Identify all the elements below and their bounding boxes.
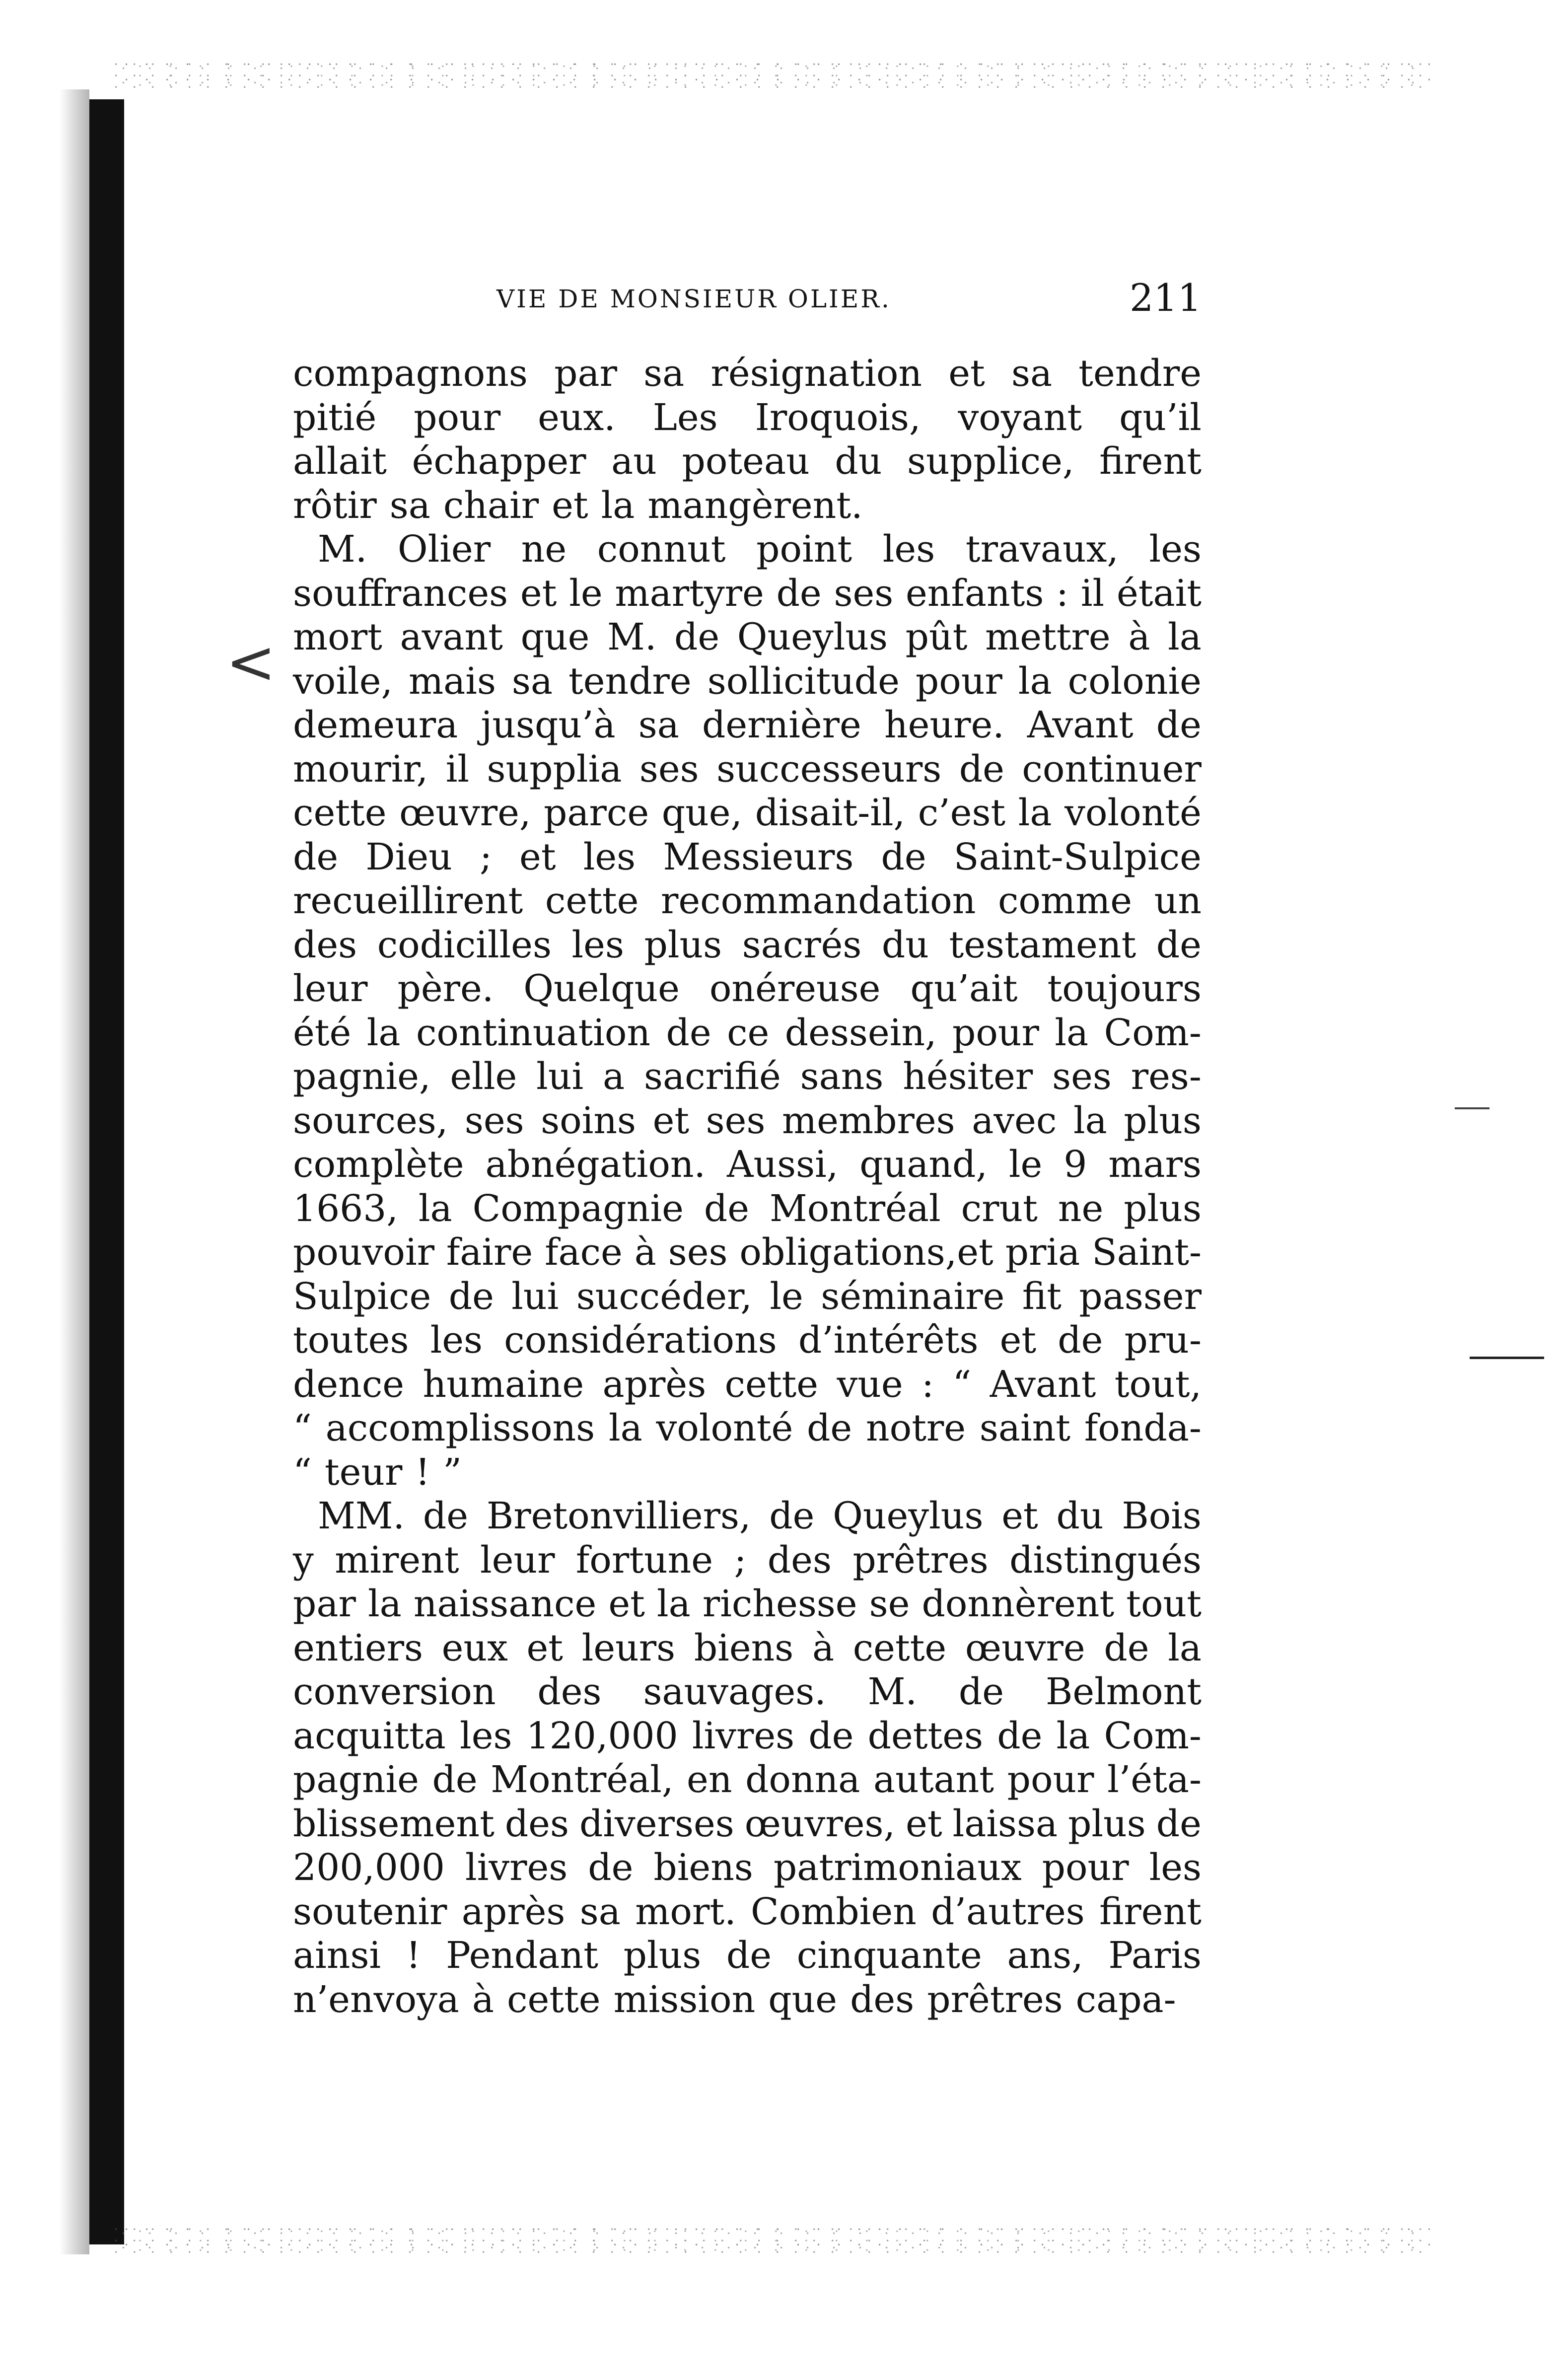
margin-bracket-mark: < [226, 628, 276, 697]
text-line: M. Olier ne connut point les travaux, les [318, 528, 1202, 571]
text-line: des codicilles les plus sacrés du testament de [293, 923, 1202, 966]
text-line: y mirent leur fortune ; des prêtres distingués [293, 1538, 1202, 1582]
text-line: leur père. Quelque onéreuse qu’ait toujours [293, 967, 1202, 1010]
text-line: pitié pour eux. Les Iroquois, voyant qu’il [293, 396, 1202, 439]
text-line: n’envoya à cette mission que des prêtres capa- [293, 1978, 1176, 2021]
text-line: entiers eux et leurs biens à cette œuvre de la [293, 1626, 1202, 1669]
running-title: VIE DE MONSIEUR OLIER. [496, 285, 891, 313]
text-line: 1663, la Compagnie de Montréal crut ne plus [293, 1187, 1202, 1230]
text-line: sources, ses soins et ses membres avec la plus [293, 1099, 1202, 1142]
text-line: compagnons par sa résignation et sa tendre [293, 352, 1202, 395]
text-line: conversion des sauvages. M. de Belmont [293, 1670, 1202, 1713]
page-header [496, 276, 1202, 330]
text-line: blissement des diverses œuvres, et laissa plus de [293, 1802, 1202, 1845]
scan-noise-top [114, 60, 1430, 89]
text-line: acquitta les 120,000 livres de dettes de la Com- [293, 1714, 1202, 1757]
text-line: voile, mais sa tendre sollicitude pour la colonie [293, 659, 1202, 703]
text-line: été la continuation de ce dessein, pour la Com- [293, 1011, 1202, 1054]
body-text [293, 352, 1202, 2021]
text-line: ainsi ! Pendant plus de cinquante ans, Paris [293, 1934, 1202, 1977]
text-line: de Dieu ; et les Messieurs de Saint-Sulpice [293, 835, 1202, 878]
text-line: 200,000 livres de biens patrimoniaux pour les [293, 1846, 1202, 1889]
text-line: toutes les considérations d’intérêts et de pru- [293, 1319, 1202, 1362]
text-line: “ accomplissons la volonté de notre saint fonda- [293, 1407, 1202, 1449]
text-line: cette œuvre, parce que, disait-il, c’est la volonté [293, 792, 1202, 834]
binding-shadow [89, 99, 124, 2244]
text-line: pagnie de Montréal, en donna autant pour l’éta- [293, 1758, 1202, 1801]
text-line: soutenir après sa mort. Combien d’autres firent [293, 1890, 1202, 1933]
text-line: dence humaine après cette vue : “ Avant tout, [293, 1363, 1202, 1406]
text-line: recueillirent cette recommandation comme un [293, 879, 1202, 922]
margin-rule-mark [1470, 1357, 1544, 1359]
text-line: demeura jusqu’à sa dernière heure. Avant de [293, 704, 1202, 746]
text-line: allait échapper au poteau du supplice, firent [293, 440, 1202, 483]
scan-noise-bottom [114, 2225, 1430, 2254]
text-line: Sulpice de lui succéder, le séminaire fit passer [293, 1275, 1202, 1318]
text-line: MM. de Bretonvilliers, de Queylus et du Bois [318, 1495, 1202, 1537]
text-line: mort avant que M. de Queylus pût mettre à la [293, 616, 1202, 658]
text-line: complète abnégation. Aussi, quand, le 9 mars [293, 1143, 1202, 1186]
text-line: par la naissance et la richesse se donnèrent tout [293, 1583, 1202, 1625]
text-line: “ teur ! ” [293, 1450, 462, 1494]
text-line: mourir, il supplia ses successeurs de continuer [293, 747, 1202, 791]
page-number: 211 [1129, 276, 1202, 320]
text-line: pagnie, elle lui a sacrifié sans hésiter ses res- [293, 1055, 1202, 1098]
text-line: pouvoir faire face à ses obligations,et pria Saint- [293, 1231, 1202, 1274]
binding-shadow-fade [60, 89, 89, 2254]
text-line: souffrances et le martyre de ses enfants : il était [293, 572, 1202, 615]
text-line: rôtir sa chair et la mangèrent. [293, 484, 863, 527]
margin-tick-mark [1455, 1107, 1489, 1109]
